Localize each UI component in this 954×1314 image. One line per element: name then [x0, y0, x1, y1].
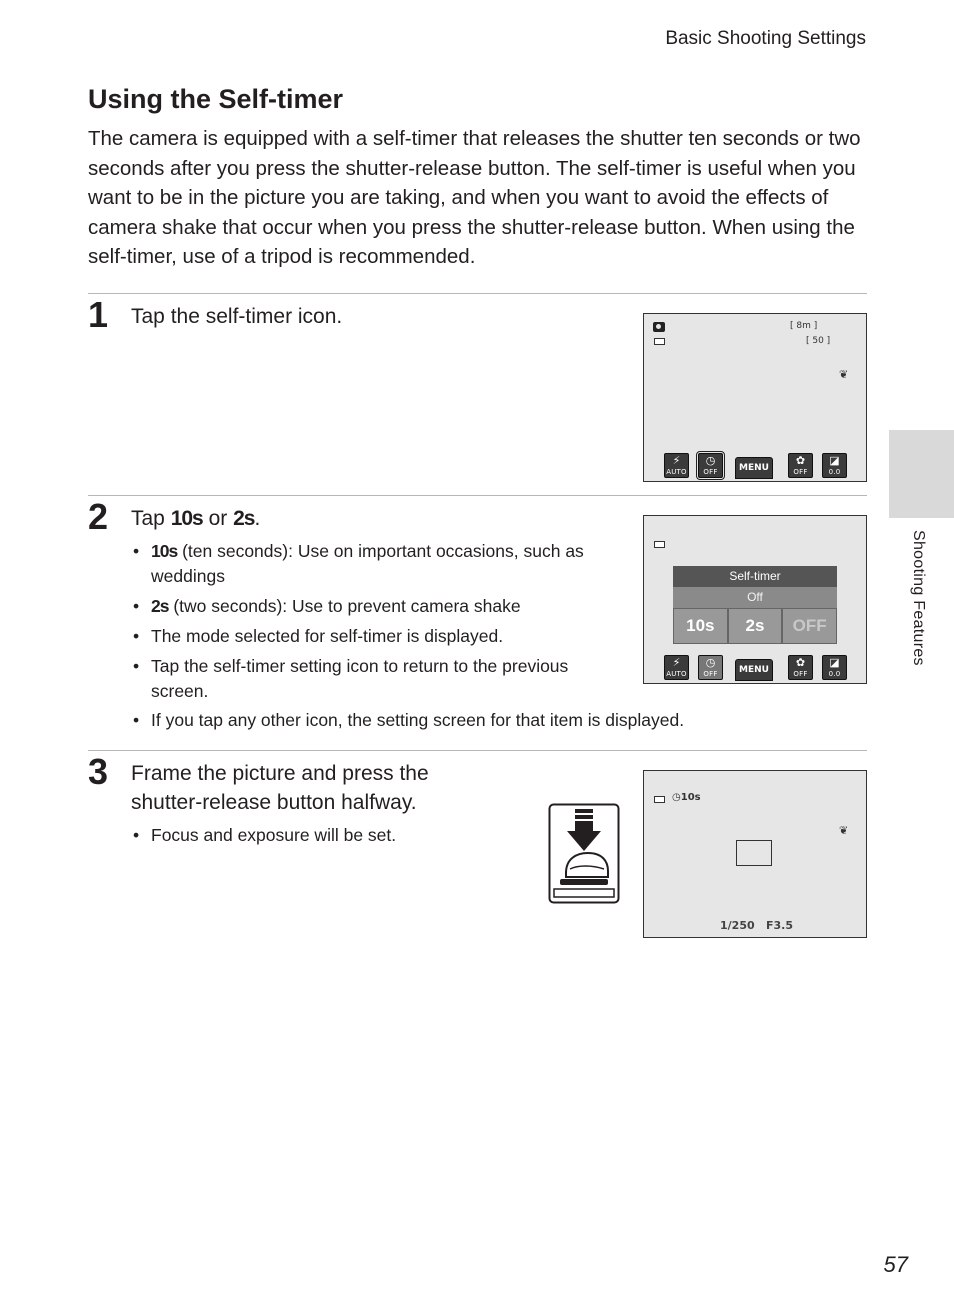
option-off[interactable]: OFF — [782, 608, 837, 644]
step-1-divider — [88, 293, 867, 294]
vibration-reduction-icon: ❦ — [839, 368, 849, 381]
flash-icon: ⚡ — [672, 454, 681, 467]
image-size-readout: [ 8m ] — [790, 321, 818, 331]
exposure-compensation-label: 0.0 — [828, 670, 841, 678]
step-3-bullet-list — [131, 823, 511, 853]
self-timer-button[interactable] — [698, 453, 723, 478]
exposure-compensation-button[interactable] — [822, 453, 847, 478]
menu-button[interactable]: MENU — [735, 659, 773, 681]
battery-icon — [654, 338, 665, 345]
step-2-title-suffix: . — [254, 507, 261, 530]
exposure-compensation-icon: ◪ — [829, 656, 840, 669]
camera-screen-1 — [643, 313, 867, 482]
list-item: • Tap the self-timer setting icon to return to the previous screen. — [131, 654, 611, 704]
ten-second-timer-icon: 10s — [170, 507, 203, 530]
popup-current-value: Off — [673, 587, 837, 608]
step-1-title: Tap the self-timer icon. — [131, 305, 343, 328]
step-2-bullet-list — [131, 539, 611, 709]
step-2-title-mid: or — [208, 507, 228, 530]
step-2-title — [131, 504, 260, 533]
macro-flower-icon: ✿ — [795, 454, 806, 467]
list-item: • Focus and exposure will be set. — [131, 823, 511, 848]
ten-second-timer-icon: 10s — [151, 541, 178, 561]
flash-mode-label: AUTO — [666, 670, 687, 678]
page-number: 57 — [883, 1252, 908, 1277]
list-item: • 10s (ten seconds): Use on important occasions, such as weddings — [131, 539, 611, 589]
option-two-seconds[interactable]: 2s — [728, 608, 783, 644]
page-title: Using the Self-timer — [88, 84, 344, 114]
flash-mode-button[interactable] — [664, 453, 689, 478]
list-item: • If you tap any other icon, the setting screen for that item is displayed. — [131, 708, 831, 733]
macro-mode-label: OFF — [793, 670, 808, 678]
step-2-title-prefix: Tap — [131, 507, 165, 530]
intro-paragraph: The camera is equipped with a self-timer that releases the shutter ten seconds or two seconds after you press the shutter-release button. The self-timer is useful when you want to be in the picture you are taking, and when you want to avoid the effects of camera shake that occur when you press the shutter-release button. When using the self-timer, use of a tripod is recommended. — [88, 127, 861, 268]
self-timer-icon: ◷ — [705, 656, 716, 669]
exposure-compensation-label: 0.0 — [828, 468, 841, 476]
step-3-number: 3 — [88, 751, 109, 792]
popup-options — [673, 608, 837, 644]
battery-icon — [654, 541, 665, 548]
list-item: • The mode selected for self-timer is displayed. — [131, 624, 611, 649]
self-timer-button[interactable] — [698, 655, 723, 680]
step-3-divider — [88, 750, 867, 751]
option-ten-seconds[interactable]: 10s — [673, 608, 728, 644]
popup-title: Self-timer — [673, 566, 837, 587]
camera-mode-icon — [653, 322, 665, 332]
step-2-bullet-list-continued — [131, 708, 831, 738]
aperture-readout: F3.5 — [766, 919, 794, 932]
shutter-half-press-illustration — [548, 803, 620, 904]
step-3-title: Frame the picture and press the shutter-release button halfway. — [131, 762, 429, 814]
chapter-side-label: Shooting Features — [910, 530, 927, 666]
flash-mode-label: AUTO — [666, 468, 687, 476]
two-second-timer-icon: 2s — [233, 507, 255, 530]
list-item: • 2s (two seconds): Use to prevent camera shake — [131, 594, 611, 619]
self-timer-label: OFF — [703, 670, 718, 678]
step-2-divider — [88, 495, 867, 496]
shutter-speed-readout: 1/250 — [720, 919, 755, 932]
self-timer-icon: ◷ — [672, 792, 681, 803]
focus-area-frame — [736, 840, 772, 866]
step-1-number: 1 — [88, 294, 109, 335]
menu-button[interactable]: MENU — [735, 457, 773, 479]
self-timer-icon: ◷ — [705, 454, 716, 467]
flash-icon: ⚡ — [672, 656, 681, 669]
macro-mode-label: OFF — [793, 468, 808, 476]
exposure-compensation-icon: ◪ — [829, 454, 840, 467]
vibration-reduction-icon: ❦ — [839, 824, 849, 837]
exposure-compensation-button[interactable] — [822, 655, 847, 680]
macro-mode-button[interactable] — [788, 453, 813, 478]
camera-screen-2 — [643, 515, 867, 684]
flash-mode-button[interactable] — [664, 655, 689, 680]
self-timer-popup — [673, 566, 837, 644]
two-second-timer-icon: 2s — [151, 596, 169, 616]
macro-mode-button[interactable] — [788, 655, 813, 680]
step-2-number: 2 — [88, 496, 109, 537]
macro-flower-icon: ✿ — [795, 656, 806, 669]
battery-icon — [654, 796, 665, 803]
camera-screen-3 — [643, 770, 867, 938]
self-timer-indicator — [672, 792, 701, 803]
running-header: Basic Shooting Settings — [665, 28, 866, 49]
self-timer-indicator-value: 10s — [680, 792, 701, 803]
self-timer-label: OFF — [703, 468, 718, 476]
chapter-side-tab — [889, 430, 954, 518]
shots-remaining-readout: [ 50 ] — [806, 336, 831, 346]
